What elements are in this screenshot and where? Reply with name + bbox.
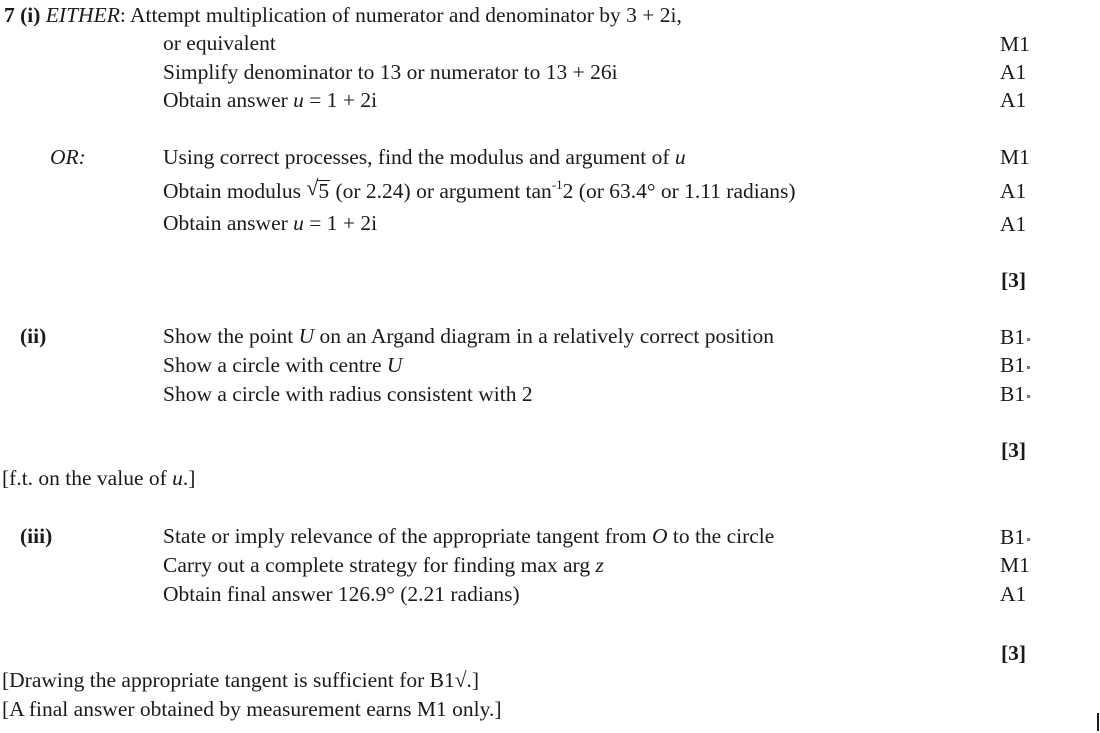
or-line1-var: u (674, 145, 686, 169)
part-i-label: (i) (20, 3, 41, 27)
ft-tick-icon (1027, 538, 1030, 541)
mark-iii-2: M1 (1000, 553, 1030, 577)
part-iii-total: [3] (1001, 641, 1027, 665)
iii-line2-a: Carry out a complete strategy for finding max arg (163, 553, 596, 577)
either-line4-var: u (293, 88, 304, 112)
sqrt-symbol (306, 175, 330, 203)
ii-note-b: .] (182, 466, 196, 490)
ii-note (2, 468, 195, 490)
ii-line2 (163, 355, 402, 377)
or-label: OR: (50, 145, 86, 169)
or-line2-c: 2 (or 63.4° or 1.11 radians) (562, 179, 796, 203)
mark-ii-1-text: B1 (1000, 325, 1026, 349)
either-line4 (163, 90, 377, 112)
either-line4-prefix: Obtain answer (163, 88, 294, 112)
either-line3: Simplify denominator to 13 or numerator to 13 + 26i (163, 60, 618, 84)
question-header (4, 5, 682, 27)
ii-note-a: [f.t. on the value of (2, 466, 173, 490)
or-line3-var: u (293, 211, 304, 235)
part-ii-label: (ii) (20, 324, 47, 348)
iii-line1-var: O (651, 524, 668, 548)
mark-ii-2-text: B1 (1000, 353, 1026, 377)
iii-note-2: [A final answer obtained by measurement earns M1 only.] (2, 697, 502, 721)
mark-or-2: A1 (1000, 179, 1027, 203)
either-line1: : Attempt multiplication of numerator and denominator by 3 + 2i, (119, 3, 682, 27)
ii-line1-var: U (298, 324, 315, 348)
ii-line3: Show a circle with radius consistent with 2 (163, 382, 533, 406)
or-line1 (163, 147, 686, 169)
or-line3-prefix: Obtain answer (163, 211, 294, 235)
iii-line1 (163, 526, 774, 548)
radical-sign: √ (306, 175, 319, 200)
mark-iii-3: A1 (1000, 582, 1027, 606)
ii-note-var: u (172, 466, 183, 490)
ii-line1-a: Show the point (163, 324, 299, 348)
part-i-total: [3] (1001, 268, 1027, 292)
part-ii-total: [3] (1001, 438, 1027, 462)
ft-tick-icon (1027, 338, 1030, 341)
text-cursor (1097, 713, 1099, 731)
mark-iii-1 (1000, 527, 1030, 549)
ii-line1 (163, 326, 774, 348)
iii-line1-b: to the circle (667, 524, 775, 548)
iii-note-1: [Drawing the appropriate tangent is sufficient for B1√.] (2, 668, 480, 692)
part-iii-label: (iii) (20, 524, 53, 548)
or-line3 (163, 213, 377, 235)
mark-ii-2 (1000, 355, 1030, 377)
either-line4-suffix: = 1 + 2i (303, 88, 378, 112)
ii-line2-a: Show a circle with centre (163, 353, 387, 377)
sqrt-radicand: 5 (318, 179, 330, 203)
either-label: EITHER (45, 3, 120, 27)
iii-line3: Obtain final answer 126.9° (2.21 radians) (163, 582, 520, 606)
either-line2: or equivalent (163, 31, 276, 55)
ft-tick-icon (1027, 366, 1030, 369)
mark-ii-3-text: B1 (1000, 382, 1026, 406)
mark-either-3: A1 (1000, 88, 1027, 112)
question-number: 7 (4, 3, 15, 27)
mark-or-1: M1 (1000, 145, 1030, 169)
mark-either-1: M1 (1000, 32, 1030, 56)
or-line2-a: Obtain modulus (163, 179, 307, 203)
mark-ii-3 (1000, 384, 1030, 406)
ii-line2-var: U (386, 353, 403, 377)
or-line3-suffix: = 1 + 2i (303, 211, 378, 235)
inverse-superscript: -1 (551, 177, 563, 192)
or-line1-prefix: Using correct processes, find the modulus and argument of (163, 145, 675, 169)
iii-line2-var: z (595, 553, 604, 577)
iii-line1-a: State or imply relevance of the appropriate tangent from (163, 524, 652, 548)
mark-iii-1-text: B1 (1000, 525, 1026, 549)
or-line2-b: (or 2.24) or argument tan (330, 179, 552, 203)
mark-ii-1 (1000, 327, 1030, 349)
mark-or-3: A1 (1000, 212, 1027, 236)
iii-line2 (163, 555, 604, 577)
mark-either-2: A1 (1000, 60, 1027, 84)
or-line2 (163, 175, 796, 203)
ft-tick-icon (1027, 395, 1030, 398)
ii-line1-b: on an Argand diagram in a relatively correct position (314, 324, 775, 348)
